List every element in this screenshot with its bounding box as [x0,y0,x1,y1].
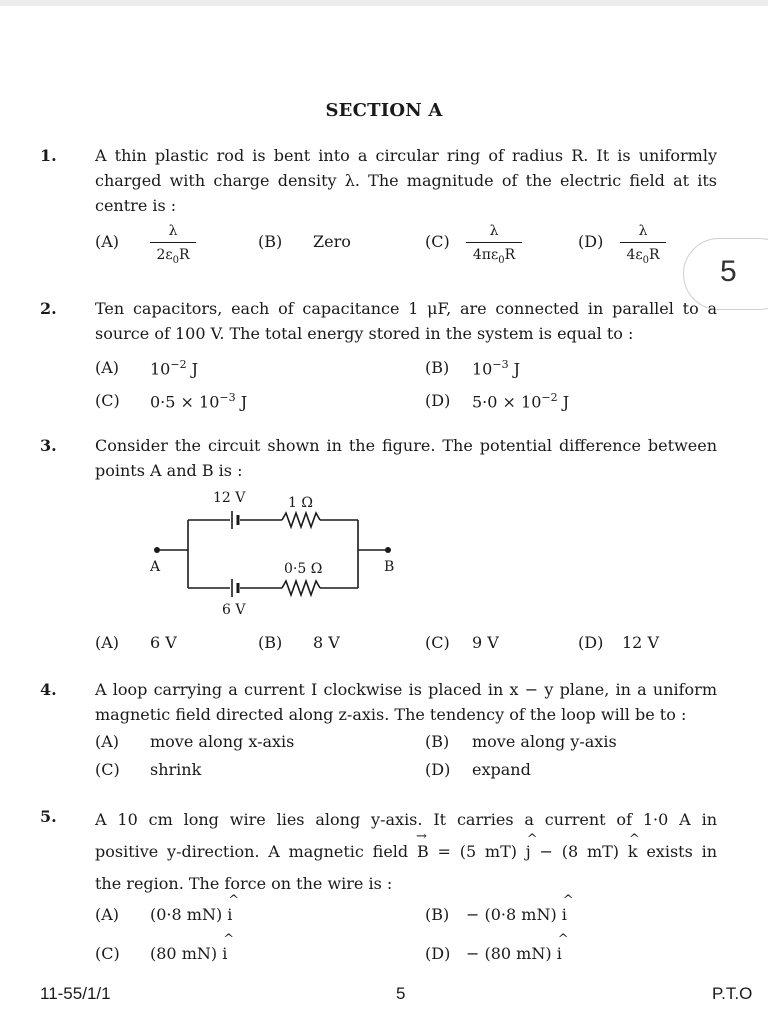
q3-option-a-value: 6 V [150,633,177,652]
q4-option-c-label: (C) [95,760,120,779]
question-3-text: Consider the circuit shown in the figure. The potential difference between points A and B is : [95,436,717,480]
unit-i-symbol: ^ i [557,944,562,963]
q1-option-b-label: (B) [258,232,283,251]
question-1-text: A thin plastic rod is bent into a circular ring of radius R. It is uniformly charged with charge density λ. The magnitude of the electric field at its centre is : [95,146,717,215]
question-2-text: Ten capacitors, each of capacitance 1 μF, are connected in parallel to a source of 100 V. The total energy stored in the system is equal to : [95,299,717,343]
question-4-text: A loop carrying a current I clockwise is placed in x − y plane, in a uniform magnetic field directed along z-axis. The tendency of the loop will be to : [95,680,717,724]
q1-option-a-fraction: λ $2\varepsilon_0R$ [150,222,196,270]
q4-option-d-value: expand [472,760,531,779]
q3-option-c-label: (C) [425,633,450,652]
unit-k-symbol: ^ k [628,836,638,868]
q5-option-b-label: (B) [425,905,450,924]
q5-option-c-value: (80 mN) ^ i [150,944,227,963]
q2-option-a-value: $10^{-2}$ J [150,358,199,379]
q2-option-c-value: $0\cdot 5 \times 10^{-3}$ J [150,391,248,412]
question-5-text [95,804,717,900]
q2-option-a-label: (A) [95,358,120,377]
question-1-number: 1. [40,146,57,165]
unit-i-symbol: ^ i [222,944,227,963]
q5-option-d-label: (D) [425,944,451,963]
pto-label: P.T.O [712,984,753,1003]
q1-option-b-value: Zero [313,232,351,251]
section-title: SECTION A [325,100,443,121]
q2-option-b-value: $10^{-3}$ J [472,358,521,379]
q5-line-3: the region. The force on the wire is : [95,874,393,893]
bottom-resistor-label: 0·5 Ω [284,561,323,577]
q5-option-c-label: (C) [95,944,120,963]
unit-i-symbol: ^ i [227,905,232,924]
question-5-number: 5. [40,807,57,826]
q4-option-a-label: (A) [95,732,120,751]
q1-option-d-fraction: λ $4\varepsilon_0R$ [620,222,666,270]
q5-option-b-value: − (0·8 mN) ^ i [466,905,567,924]
b-vector-symbol: → B [417,836,429,868]
q5-line-1: A 10 cm long wire lies along y-axis. It carries a current of 1·0 A in [95,810,717,829]
question-2-number: 2. [40,299,57,318]
point-a-label: A [150,559,161,575]
q2-option-d-value: $5\cdot 0 \times 10^{-2}$ J [472,391,570,412]
q2-option-d-label: (D) [425,391,451,410]
question-4-number: 4. [40,680,57,699]
page-badge-number: 5 [720,255,737,288]
page-number: 5 [396,984,406,1003]
bottom-resistor-zigzag [282,581,320,595]
q2-option-c-label: (C) [95,391,120,410]
q4-option-c-value: shrink [150,760,202,779]
q4-option-a-value: move along x-axis [150,732,295,751]
q4-option-d-label: (D) [425,760,451,779]
q5-option-a-value: (0·8 mN) ^ i [150,905,232,924]
point-a-dot [154,547,160,553]
q3-option-d-label: (D) [578,633,604,652]
q3-option-b-label: (B) [258,633,283,652]
q3-option-c-value: 9 V [472,633,499,652]
bottom-emf-label: 6 V [222,602,246,618]
q2-option-b-label: (B) [425,358,450,377]
q3-option-b-value: 8 V [313,633,340,652]
point-b-label: B [384,559,395,575]
q5-option-a-label: (A) [95,905,120,924]
q1-option-c-label: (C) [425,232,450,251]
question-3-number: 3. [40,436,57,455]
point-b-dot [385,547,391,553]
paper-code: 11-55/1/1 [40,984,111,1003]
q5-option-d-value: − (80 mN) ^ i [466,944,562,963]
q5-line-2: positive y-direction. A magnetic field → B = (5 mT) ^ j − (8 mT) ^ k exists in [95,836,717,868]
q1-option-d-label: (D) [578,232,604,251]
q3-option-a-label: (A) [95,633,120,652]
q1-option-c-fraction: λ $4\pi\varepsilon_0R$ [466,222,522,270]
top-resistor-label: 1 Ω [288,495,313,511]
q4-option-b-value: move along y-axis [472,732,617,751]
top-emf-label: 12 V [213,490,246,506]
q1-option-a-label: (A) [95,232,120,251]
unit-j-symbol: ^ j [526,836,531,868]
q4-option-b-label: (B) [425,732,450,751]
top-band [0,0,768,6]
circuit-diagram [140,482,420,622]
unit-i-symbol: ^ i [562,905,567,924]
q3-option-d-value: 12 V [622,633,659,652]
top-resistor-zigzag [282,513,320,527]
